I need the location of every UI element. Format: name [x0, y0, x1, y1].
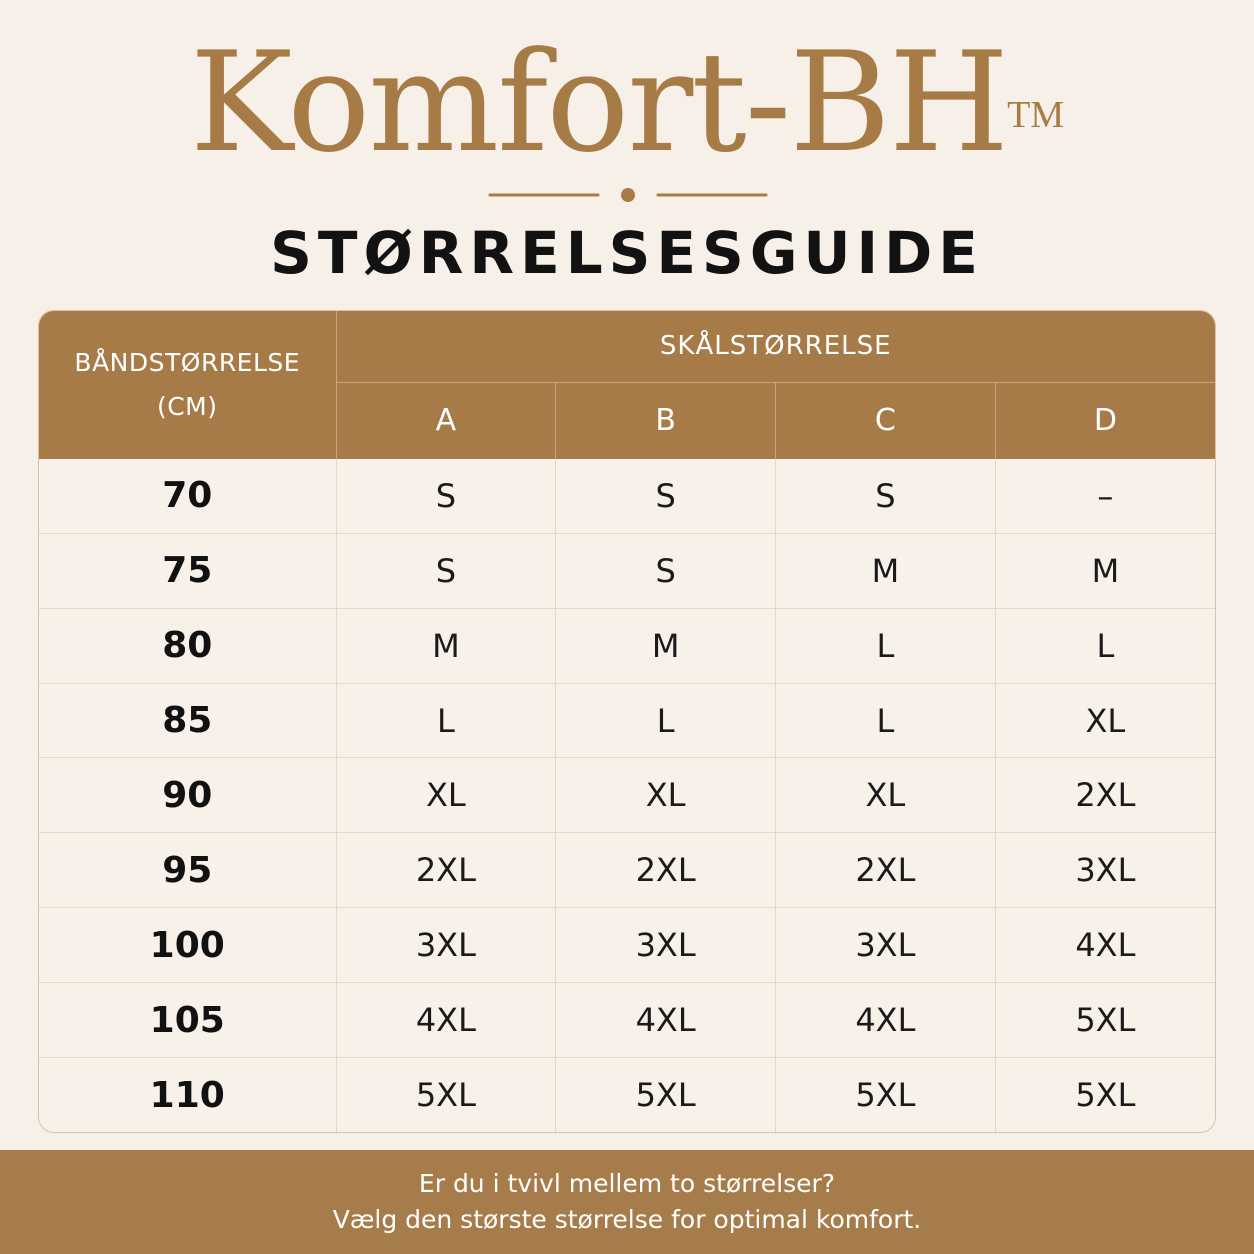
brand-title [0, 18, 1254, 188]
cup-header-a: A [336, 382, 556, 459]
size-cell: M [776, 533, 996, 608]
size-table [39, 311, 1215, 1132]
band-size-cell: 75 [39, 533, 336, 608]
size-cell: – [1097, 476, 1114, 515]
brand-name: Komfort-BH [189, 22, 1008, 183]
page-subtitle: STØRRELSESGUIDE [270, 219, 984, 287]
size-cell: 3XL [995, 833, 1215, 908]
size-cell: 5XL [995, 1058, 1215, 1132]
size-cell: 3XL [556, 908, 776, 983]
size-cell: L [995, 608, 1215, 683]
table-row [39, 533, 1215, 608]
cup-header-c: C [776, 382, 996, 459]
band-size-cell: 100 [39, 908, 336, 983]
size-cell: 5XL [776, 1058, 996, 1132]
table-row [39, 459, 1215, 533]
band-size-header [39, 311, 336, 459]
table-row [39, 983, 1215, 1058]
size-cell: XL [995, 683, 1215, 758]
cup-size-header: SKÅLSTØRRELSE [336, 311, 1215, 382]
band-size-cell: 70 [39, 459, 336, 533]
size-cell: 4XL [336, 983, 556, 1058]
size-cell: S [776, 459, 996, 533]
size-cell: 2XL [556, 833, 776, 908]
size-cell: M [995, 533, 1215, 608]
size-cell: XL [336, 758, 556, 833]
size-cell: 5XL [556, 1058, 776, 1132]
size-cell: S [556, 459, 776, 533]
table-row [39, 1058, 1215, 1132]
size-cell: 3XL [776, 908, 996, 983]
trademark-symbol: TM [1007, 94, 1065, 136]
size-cell: L [776, 683, 996, 758]
table-row [39, 608, 1215, 683]
cup-header-b: B [556, 382, 776, 459]
table-row [39, 758, 1215, 833]
band-size-header-label: BÅNDSTØRRELSE [74, 348, 301, 377]
size-cell: M [556, 608, 776, 683]
divider-ornament [488, 186, 768, 204]
band-size-cell: 85 [39, 683, 336, 758]
table-row [39, 683, 1215, 758]
size-cell: L [776, 608, 996, 683]
table-row [39, 833, 1215, 908]
band-size-header-unit: (CM) [156, 392, 218, 421]
band-size-cell: 95 [39, 833, 336, 908]
footer-line-1: Er du i tvivl mellem to størrelser? [418, 1169, 836, 1198]
size-cell: XL [776, 758, 996, 833]
size-cell: L [336, 683, 556, 758]
size-cell: 5XL [995, 983, 1215, 1058]
size-cell: M [336, 608, 556, 683]
band-size-cell: 80 [39, 608, 336, 683]
size-cell: 2XL [336, 833, 556, 908]
size-cell: XL [556, 758, 776, 833]
size-cell: S [336, 459, 556, 533]
table-row [39, 908, 1215, 983]
size-cell: S [336, 533, 556, 608]
size-cell: 4XL [556, 983, 776, 1058]
cup-header-d: D [995, 382, 1215, 459]
size-cell: L [556, 683, 776, 758]
size-cell: 5XL [336, 1058, 556, 1132]
band-size-cell: 105 [39, 983, 336, 1058]
footer-line-2: Vælg den største størrelse for optimal komfort. [332, 1205, 922, 1234]
size-cell: S [556, 533, 776, 608]
band-size-cell: 110 [39, 1058, 336, 1132]
size-cell: 4XL [776, 983, 996, 1058]
size-cell: 2XL [776, 833, 996, 908]
size-cell: 4XL [995, 908, 1215, 983]
size-table-container [38, 310, 1216, 1133]
size-cell: 2XL [995, 758, 1215, 833]
footer-note [0, 1150, 1254, 1254]
band-size-cell: 90 [39, 758, 336, 833]
size-cell: 3XL [336, 908, 556, 983]
